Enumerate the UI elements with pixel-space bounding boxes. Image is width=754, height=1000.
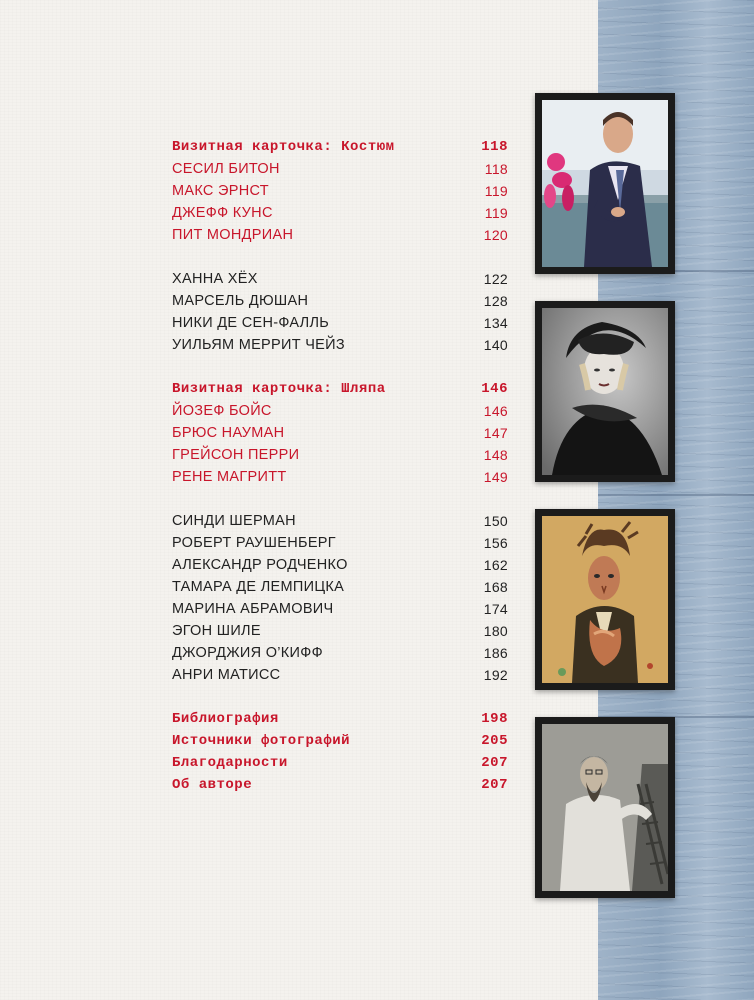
toc-entry-title: РЕНЕ МАГРИТТ [172, 469, 287, 485]
toc-entry-title: ДЖОРДЖИЯ О’КИФФ [172, 645, 323, 661]
toc-entry-page: 120 [483, 227, 508, 243]
toc-entry-title: ПИТ МОНДРИАН [172, 227, 294, 243]
toc-entry-page: 122 [483, 271, 508, 287]
toc-entry-page: 174 [483, 601, 508, 617]
toc-entry[interactable] [172, 598, 508, 620]
toc-entry-title: Благодарности [172, 755, 288, 771]
toc-entry-page: 186 [483, 645, 508, 661]
toc-entry-page: 207 [481, 777, 508, 793]
toc-entry-page: 198 [481, 711, 508, 727]
toc-entry-page: 150 [483, 513, 508, 529]
toc-entry[interactable] [172, 664, 508, 686]
toc-entry-title: ЙОЗЕФ БОЙС [172, 403, 272, 419]
toc-entry-page: 128 [483, 293, 508, 309]
toc-entry-page: 118 [484, 161, 508, 177]
toc-entry-title: УИЛЬЯМ МЕРРИТ ЧЕЙЗ [172, 337, 345, 353]
toc-entry-title: Визитная карточка: Шляпа [172, 381, 386, 397]
photo-man-in-studio [535, 717, 675, 898]
toc-entry-page: 156 [483, 535, 508, 551]
toc-entry[interactable] [172, 158, 508, 180]
toc-entry-title: РОБЕРТ РАУШЕНБЕРГ [172, 535, 336, 551]
toc-entry-title: Библиография [172, 711, 279, 727]
toc-entry-page: 162 [483, 557, 508, 573]
toc-entry[interactable] [172, 642, 508, 664]
toc-entry-page: 149 [483, 469, 508, 485]
toc-entry[interactable] [172, 334, 508, 356]
portrait-image [542, 724, 668, 891]
toc-entry-title: АЛЕКСАНДР РОДЧЕНКО [172, 557, 348, 573]
portrait-image [542, 516, 668, 683]
toc-entry-page: 134 [483, 315, 508, 331]
toc-entry[interactable] [172, 290, 508, 312]
wood-plank-seam [598, 494, 754, 496]
photo-woman-with-hat [535, 301, 675, 482]
toc-entry-page: 205 [481, 733, 508, 749]
toc-entry[interactable] [172, 774, 508, 796]
toc-entry[interactable] [172, 532, 508, 554]
toc-entry-page: 118 [481, 139, 508, 155]
toc-entry-title: ЭГОН ШИЛЕ [172, 623, 261, 639]
toc-entry-title: МАКС ЭРНСТ [172, 183, 269, 199]
toc-entry[interactable] [172, 422, 508, 444]
toc-entry-page: 180 [483, 623, 508, 639]
toc-entry-title: ТАМАРА ДЕ ЛЕМПИЦКА [172, 579, 345, 595]
toc-entry-title: Источники фотографий [172, 733, 351, 749]
toc-entry[interactable] [172, 752, 508, 774]
toc-entry-title: Визитная карточка: Костюм [172, 139, 395, 155]
toc-entry-title: ДЖЕФФ КУНС [172, 205, 273, 221]
toc-entry[interactable] [172, 620, 508, 642]
toc-entry-page: 168 [483, 579, 508, 595]
toc-entry[interactable] [172, 312, 508, 334]
toc-entry[interactable] [172, 224, 508, 246]
toc-entry-title: МАРИНА АБРАМОВИЧ [172, 601, 334, 617]
toc-entry-page: 119 [484, 183, 508, 199]
portrait-image [542, 308, 668, 475]
toc-entry[interactable] [172, 466, 508, 488]
toc-entry[interactable] [172, 180, 508, 202]
toc-entry-page: 192 [483, 667, 508, 683]
toc-entry[interactable] [172, 708, 508, 730]
toc-entry-title: БРЮС НАУМАН [172, 425, 285, 441]
toc-entry-page: 207 [481, 755, 508, 771]
toc-entry[interactable] [172, 576, 508, 598]
toc-entry[interactable] [172, 444, 508, 466]
toc-entry-page: 119 [484, 205, 508, 221]
toc-entry-title: НИКИ ДЕ СЕН-ФАЛЛЬ [172, 315, 330, 331]
toc-entry[interactable] [172, 510, 508, 532]
toc-entry[interactable] [172, 202, 508, 224]
photo-man-in-suit [535, 93, 675, 274]
toc-entry[interactable] [172, 268, 508, 290]
toc-entry-title: ХАННА ХЁХ [172, 271, 258, 287]
toc-entry[interactable] [172, 400, 508, 422]
toc-entry-title: МАРСЕЛЬ ДЮШАН [172, 293, 309, 309]
toc-entry-title: СЕСИЛ БИТОН [172, 161, 280, 177]
toc-entry-page: 146 [481, 381, 508, 397]
toc-entry-title: Об авторе [172, 777, 253, 793]
portrait-image [542, 100, 668, 267]
toc-entry-title: ГРЕЙСОН ПЕРРИ [172, 447, 300, 463]
toc-entry-page: 147 [483, 425, 508, 441]
toc-entry-page: 148 [483, 447, 508, 463]
toc-entry[interactable] [172, 730, 508, 752]
toc-entry-page: 146 [483, 403, 508, 419]
toc-entry-title: АНРИ МАТИСС [172, 667, 281, 683]
toc-entry-title: СИНДИ ШЕРМАН [172, 513, 296, 529]
toc-entry-page: 140 [483, 337, 508, 353]
toc-entry[interactable] [172, 136, 508, 158]
photo-painted-self-portrait [535, 509, 675, 690]
toc-entry[interactable] [172, 554, 508, 576]
toc-entry[interactable] [172, 378, 508, 400]
